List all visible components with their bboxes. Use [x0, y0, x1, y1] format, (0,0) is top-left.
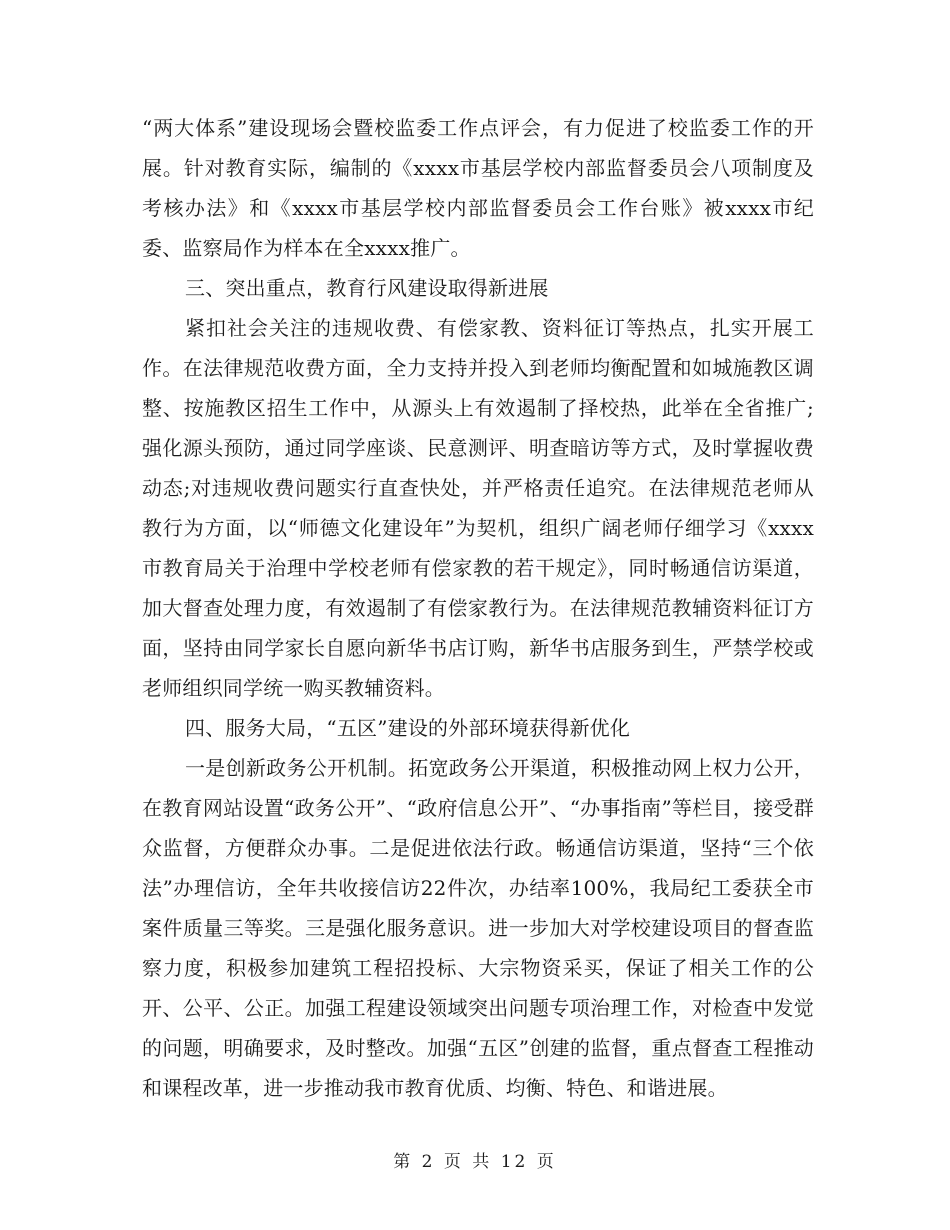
section-heading-4: 四、服务大局，“五区”建设的外部环境获得新优化 [185, 716, 631, 740]
document-body [142, 108, 814, 1108]
paragraph-section-4: 一是创新政务公开机制。拓宽政务公开渠道，积极推动网上权力公开，在教育网站设置“政务公开”、“政府信息公开”、“办事指南”等栏目，接受群众监督，方便群众办事。二是促进依法行政。畅通信访渠道，坚持“三个依法”办理信访，全年共收接信访22件次，办结率100%，我局纪工委获全市案件质量三等奖。三是强化服务意识。进一步加大对学校建设项目的督查监察力度，积极参加建筑工程招投标、大宗物资采买，保证了相关工作的公开、公平、公正。加强工程建设领域突出问题专项治理工作，对检查中发觉的问题，明确要求，及时整改。加强“五区”创建的监督，重点督查工程推动和课程改革，进一步推动我市教育优质、均衡、特色、和谐进展。 [142, 756, 814, 1100]
paragraph-section-3: 紧扣社会关注的违规收费、有偿家教、资料征订等热点，扎实开展工作。在法律规范收费方面，全力支持并投入到老师均衡配置和如城施教区调整、按施教区招生工作中，从源头上有效遏制了择校热，此举在全省推广;强化源头预防，通过同学座谈、民意测评、明查暗访等方式，及时掌握收费动态;对违规收费问题实行直查快处，并严格责任追究。在法律规范老师从教行为方面，以“师德文化建设年”为契机，组织广阔老师仔细学习《xxxx市教育局关于治理中学校老师有偿家教的若干规定》，同时畅通信访渠道，加大督查处理力度，有效遏制了有偿家教行为。在法律规范教辅资料征订方面，坚持由同学家长自愿向新华书店订购，新华书店服务到生，严禁学校或老师组织同学统一购买教辅资料。 [142, 316, 814, 700]
page-number-footer: 第 2 页 共 12 页 [393, 1152, 557, 1172]
section-heading-3: 三、突出重点，教育行风建设取得新进展 [185, 276, 549, 300]
paragraph-continuation: “两大体系”建设现场会暨校监委工作点评会，有力促进了校监委工作的开展。针对教育实际，编制的《xxxx市基层学校内部监督委员会八项制度及考核办法》和《xxxx市基层学校内部监督委员会工作台账》被xxxx市纪委、监察局作为样本在全xxxx推广。 [142, 116, 814, 260]
